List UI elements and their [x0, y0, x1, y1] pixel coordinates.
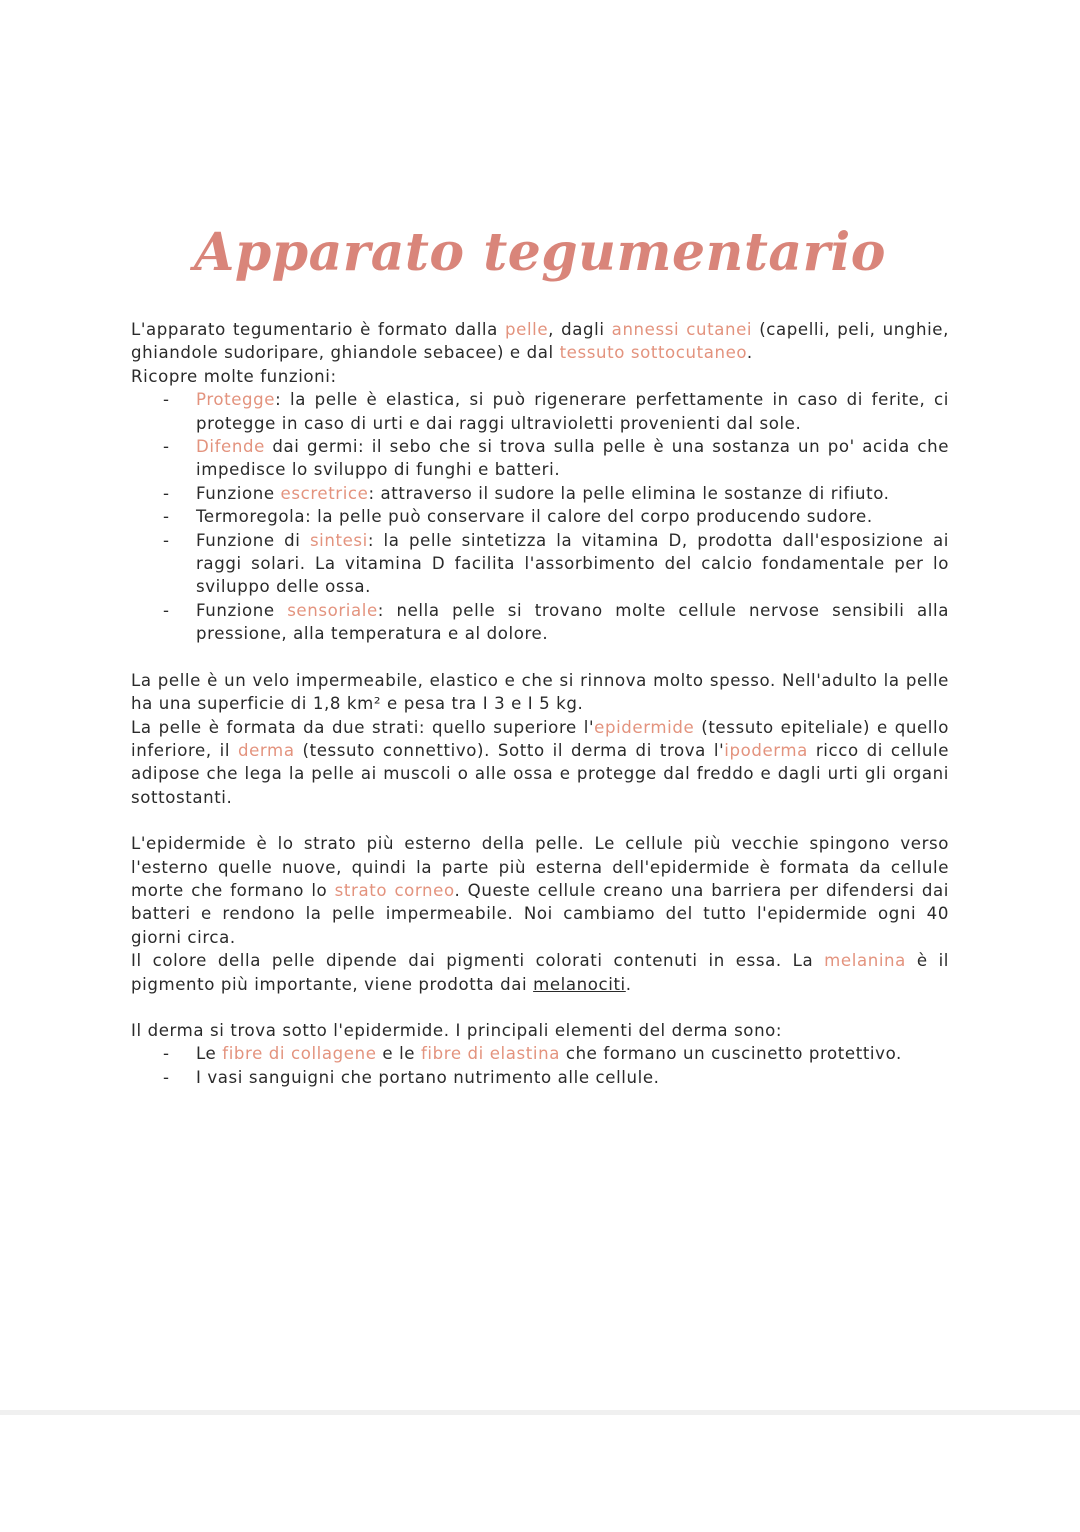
page-footer-area	[0, 1410, 1080, 1532]
highlight-term: melanina	[824, 951, 906, 971]
intro-text: L'apparato tegumentario è formato dalla	[131, 320, 505, 339]
list-item: - Funzione di sintesi: la pelle sintetizza la vitamina D, prodotta dall'esposizione ai raggi solari. La vitamina D facilita l'assorbimento del calcio fondamentale per lo sviluppo delle ossa.	[131, 529, 949, 599]
highlight-term: fibre di elastina	[420, 1044, 560, 1064]
functions-intro: Ricopre molte funzioni:	[131, 366, 337, 386]
derma-intro: Il derma si trova sotto l'epidermide. I principali elementi del derma sono:	[131, 1020, 783, 1040]
highlight-term: sensoriale	[287, 600, 378, 620]
page-title: Apparato tegumentario	[194, 222, 886, 283]
highlight-term: tessuto sottocutaneo	[559, 343, 747, 363]
epidermide-paragraph: L'epidermide è lo strato più esterno della pelle. Le cellule più vecchie spingono verso l'esterno quelle nuove, quindi la parte più esterna dell'epidermide è formata da cellule morte che formano lo strato corneo. Queste cellule creano una barriera per difendersi dai batteri e rendono la pelle impermeabile. Noi cambiamo del tutto l'epidermide ogni 40 giorni circa.	[131, 834, 949, 947]
document-body	[131, 318, 949, 1089]
intro-text: (capelli, peli, unghie, ghiandole sudoripare, ghiandole sebacee) e dal	[131, 320, 949, 363]
list-item: - Funzione escretrice: attraverso il sudore la pelle elimina le sostanze di rifiuto.	[131, 482, 949, 505]
highlight-term: derma	[237, 740, 295, 760]
highlight-term: annessi cutanei	[611, 320, 753, 339]
highlight-term: Protegge	[196, 390, 276, 410]
list-item: - Difende dai germi: il sebo che si trova sulla pelle è una sostanza un po' acida che impedisce lo sviluppo di funghi e batteri.	[131, 435, 949, 482]
highlight-term: Difende	[196, 437, 265, 457]
colore-paragraph: Il colore della pelle dipende dai pigmenti colorati contenuti in essa. La melanina è il pigmento più importante, viene prodotta dai melanociti.	[131, 951, 950, 994]
spacer	[131, 996, 949, 1019]
list-item: - Funzione sensoriale: nella pelle si trovano molte cellule nervose sensibili alla pressione, alla temperatura e al dolore.	[131, 599, 949, 646]
pelle-paragraph: La pelle è un velo impermeabile, elastico e che si rinnova molto spesso. Nell'adulto la pelle ha una superficie di 1,8 km² e pesa tra I 3 e I 5 kg.	[131, 670, 949, 714]
highlight-term: ipoderma	[724, 740, 808, 760]
highlight-term: escretrice	[280, 483, 369, 503]
underlined-term: melanociti	[533, 974, 626, 994]
list-item: - Le fibre di collagene e le fibre di elastina che formano un cuscinetto protettivo.	[131, 1042, 949, 1065]
intro-text: .	[746, 343, 753, 363]
intro-paragraph	[131, 318, 949, 365]
highlight-term: pelle	[505, 320, 549, 339]
list-item: - I vasi sanguigni che portano nutrimento alle cellule.	[131, 1066, 949, 1089]
functions-list	[131, 388, 949, 645]
spacer	[131, 646, 949, 669]
pelle-paragraph-strati: La pelle è formata da due strati: quello superiore l'epidermide (tessuto epiteliale) e quello inferiore, il derma (tessuto connettivo). Sotto il derma di trova l'ipoderma ricco di cellule adipose che lega la pelle ai muscoli o alle ossa e protegge dal freddo e dagli urti gli organi sottostanti.	[131, 717, 950, 807]
highlight-term: strato corneo	[334, 880, 455, 900]
derma-list	[131, 1042, 949, 1089]
list-item: - Protegge: la pelle è elastica, si può rigenerare perfettamente in caso di ferite, ci protegge in caso di urti e dai raggi ultravioletti provenienti dal sole.	[131, 388, 949, 435]
highlight-term: epidermide	[594, 717, 695, 737]
highlight-term: sintesi	[309, 530, 368, 550]
intro-text: , dagli	[548, 320, 612, 339]
highlight-term: fibre di collagene	[222, 1044, 377, 1064]
list-item: - Termoregola: la pelle può conservare il calore del corpo producendo sudore.	[131, 505, 949, 528]
spacer	[131, 809, 949, 832]
